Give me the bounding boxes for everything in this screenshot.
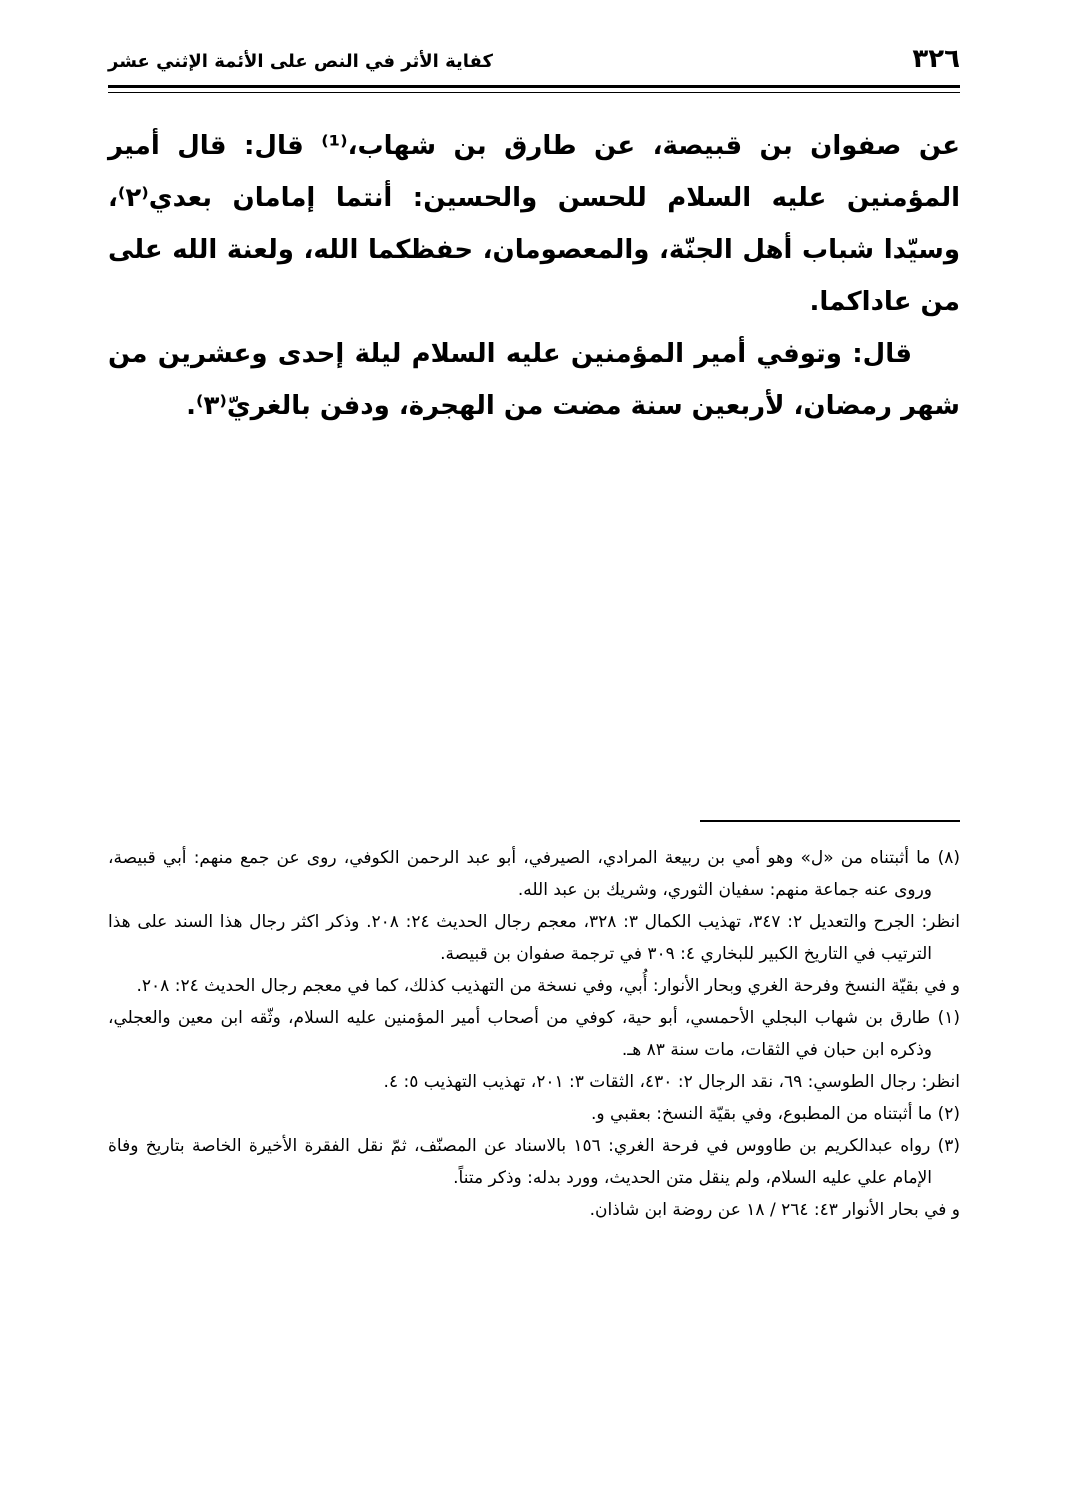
footnote-item: (١) طارق بن شهاب البجلي الأحمسي، أبو حية، كوفي من أصحاب أمير المؤمنين عليه السلام، وثّقه ابن معين والعجلي، وذكره ابن حبان في الثقات، مات سنة ٨٣ هـ. [108,1008,960,1060]
footnote-item: انظر: رجال الطوسي: ٦٩، نقد الرجال ٢: ٤٣٠، الثقات ٣: ٢٠١، تهذيب التهذيب ٥: ٤. [383,1072,960,1092]
main-text [108,120,960,432]
footnote-item: (٢) ما أثبتناه من المطبوع، وفي بقيّة النسخ: بعقبي و. [591,1104,960,1124]
running-title: كفاية الأثر في النص على الأئمة الإثني عشر [108,51,493,72]
footnote-item: (٣) رواه عبدالكريم بن طاووس في فرحة الغري: ١٥٦ بالاسناد عن المصنّف، ثمّ نقل الفقرة الأخيرة الخاصة بتاريخ وفاة الإمام علي عليه السلام، ولم ينقل متن الحديث، وورد بدله: وذكر متناً. [108,1136,960,1188]
footnotes [108,842,960,1226]
footnote-item: (٨) ما أثبتناه من «ل» وهو أمي بن ربيعة المرادي، الصيرفي، أبو عبد الرحمن الكوفي، روى عن جمع منهم: أبي قبيصة، وروى عنه جماعة منهم: سفيان الثوري، وشريك بن عبد الله. [108,848,960,900]
footnote-item: انظر: الجرح والتعديل ٢: ٣٤٧، تهذيب الكمال ٣: ٣٢٨، معجم رجال الحديث ٢٤: ٢٠٨. وذكر اكثر رجال هذا السند على هذا الترتيب في التاريخ الكبير للبخاري ٤: ٣٠٩ في ترجمة صفوان بن قبيصة. [108,912,960,964]
footnote-item: و في بحار الأنوار ٤٣: ٢٦٤ / ١٨ عن روضة ابن شاذان. [589,1200,960,1220]
footnote-separator [700,820,960,822]
main-paragraph: عن صفوان بن قبيصة، عن طارق بن شهاب،⁽¹⁾ قال: قال أمير المؤمنين عليه السلام للحسن والحسين: أنتما إمامان بعدي⁽٢⁾، وسيّدا شباب أهل الجنّة، والمعصومان، حفظكما الله، ولعنة الله على من عاداكما. [108,131,960,317]
main-paragraph: قال: وتوفي أمير المؤمنين عليه السلام ليلة إحدى وعشرين من شهر رمضان، لأربعين سنة مضت من الهجرة، ودفن بالغريّ⁽٣⁾. [108,339,960,421]
page-number: ٣٢٦ [912,44,960,74]
header-rule-thin [108,92,960,93]
footnote-item: و في بقيّة النسخ وفرحة الغري وبحار الأنوار: أُبي، وفي نسخة من التهذيب كذلك، كما في معجم رجال الحديث ٢٤: ٢٠٨. [136,976,960,996]
header-rule-thick [108,85,960,88]
page-header [108,40,960,80]
